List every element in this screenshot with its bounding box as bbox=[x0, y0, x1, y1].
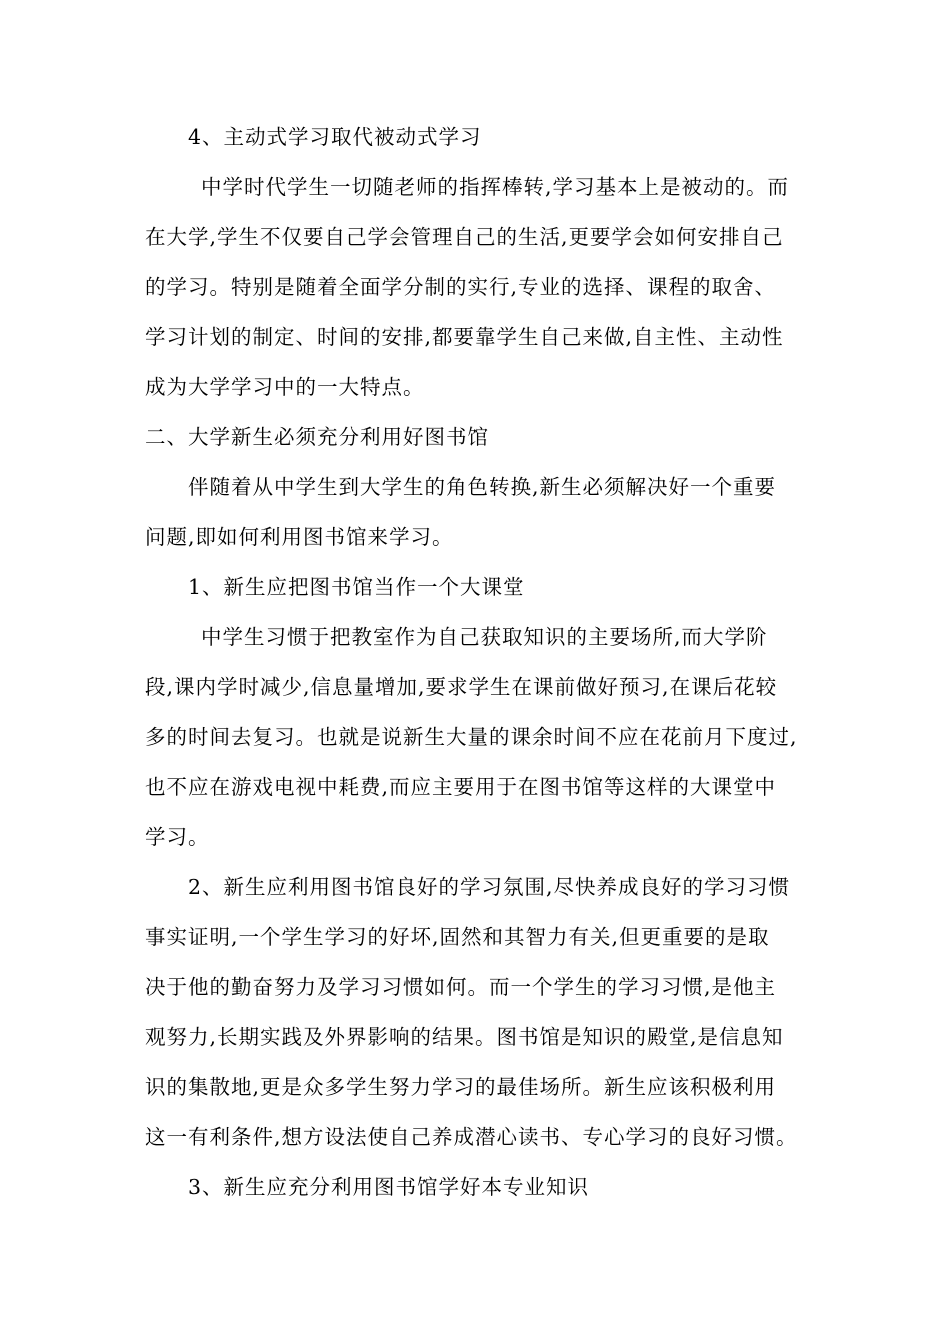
paragraph-line: 事实证明,一个学生学习的好坏,固然和其智力有关,但更重要的是取 bbox=[145, 925, 770, 949]
paragraph-line: 这一有利条件,想方设法使自己养成潜心读书、专心学习的良好习惯。 bbox=[145, 1125, 798, 1149]
paragraph-line: 段,课内学时减少,信息量增加,要求学生在课前做好预习,在课后花较 bbox=[145, 675, 778, 699]
paragraph-line: 中学生习惯于把教室作为自己获取知识的主要场所,而大学阶 bbox=[201, 625, 768, 649]
paragraph-line: 中学时代学生一切随老师的指挥棒转,学习基本上是被动的。而 bbox=[201, 175, 790, 199]
paragraph-line: 在大学,学生不仅要自己学会管理自己的生活,更要学会如何安排自己 bbox=[145, 225, 784, 249]
paragraph-line: 观努力,长期实践及外界影响的结果。图书馆是知识的殿堂,是信息知 bbox=[145, 1025, 784, 1049]
paragraph-line: 伴随着从中学生到大学生的角色转换,新生必须解决好一个重要 bbox=[188, 475, 777, 499]
paragraph-line: 识的集散地,更是众多学生努力学习的最佳场所。新生应该积极利用 bbox=[145, 1075, 777, 1099]
subheading-4: 4、主动式学习取代被动式学习 bbox=[188, 125, 482, 149]
paragraph-line: 决于他的勤奋努力及学习习惯如何。而一个学生的学习习惯,是他主 bbox=[145, 975, 777, 999]
section-heading-2: 二、大学新生必须充分利用好图书馆 bbox=[145, 425, 489, 449]
subheading-1: 1、新生应把图书馆当作一个大课堂 bbox=[188, 575, 525, 599]
paragraph-line: 的学习。特别是随着全面学分制的实行,专业的选择、课程的取舍、 bbox=[145, 275, 777, 299]
subheading-3: 3、新生应充分利用图书馆学好本专业知识 bbox=[188, 1175, 590, 1199]
paragraph-line: 问题,即如何利用图书馆来学习。 bbox=[145, 525, 454, 549]
paragraph-line: 学习。 bbox=[145, 825, 210, 849]
paragraph-line: 学习计划的制定、时间的安排,都要靠学生自己来做,自主性、主动性 bbox=[145, 325, 784, 349]
paragraph-line: 也不应在游戏电视中耗费,而应主要用于在图书馆等这样的大课堂中 bbox=[145, 775, 777, 799]
paragraph-line: 多的时间去复习。也就是说新生大量的课余时间不应在花前月下度过, bbox=[145, 725, 798, 749]
subheading-2: 2、新生应利用图书馆良好的学习氛围,尽快养成良好的学习习惯 bbox=[188, 875, 791, 899]
paragraph-line: 成为大学学习中的一大特点。 bbox=[145, 375, 425, 399]
